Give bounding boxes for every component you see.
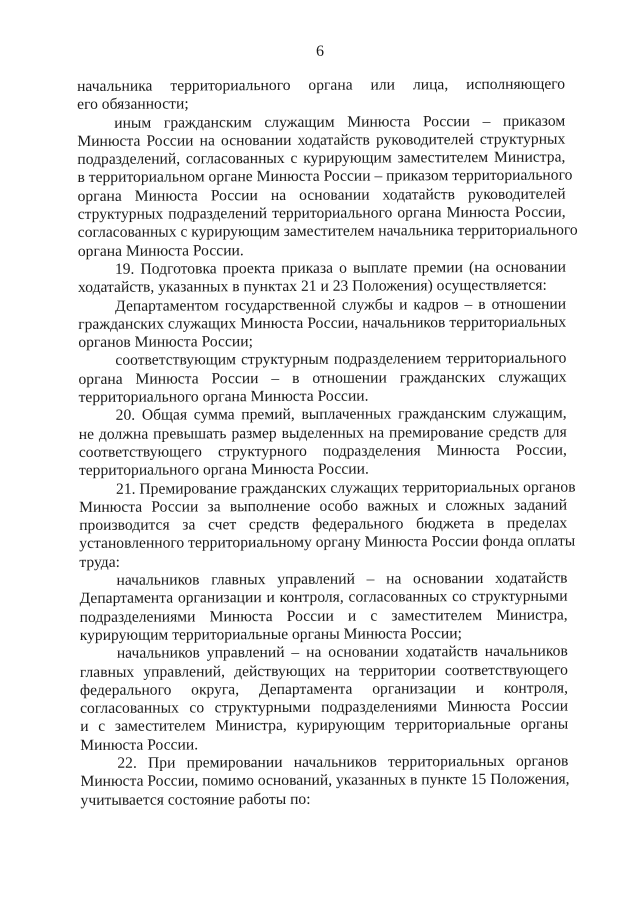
text-line: структурных подразделений территориального органа Минюста России, bbox=[77, 203, 566, 224]
text-line: ходатайств, указанных в пунктах 21 и 23 Положения) осуществляется: bbox=[77, 276, 547, 297]
text-line: Департаментом государственной службы и кадров – в отношении bbox=[115, 295, 567, 315]
text-line: согласованных со структурными подразделениями Минюста России bbox=[80, 697, 569, 718]
document-paragraph bbox=[79, 478, 576, 572]
text-line: территориального органа Минюста России. bbox=[78, 460, 369, 480]
text-line: подразделениями Минюста России и с заместителем Министра, bbox=[79, 606, 568, 626]
text-line: производится за счет средств федерального бюджета в пределах bbox=[79, 514, 568, 535]
text-line: курирующим территориальные органы Минюста России; bbox=[79, 625, 462, 644]
text-line: Минюста России, помимо оснований, указанных в пункте 15 Положения, bbox=[80, 770, 570, 791]
text-line: начальника территориального органа или лица, исполняющего bbox=[77, 75, 566, 95]
document-paragraph bbox=[78, 350, 566, 407]
text-line: органа Минюста России – в отношении гражданских служащих bbox=[78, 368, 567, 388]
text-line: 22. При премировании начальников территориальных органов bbox=[117, 752, 569, 772]
text-line: его обязанности; bbox=[77, 95, 189, 114]
document-paragraph bbox=[78, 295, 566, 352]
text-line: гражданских служащих Минюста России, начальников территориальных bbox=[78, 313, 567, 333]
text-line: в территориальном органе Минюста России – приказом территориального bbox=[77, 167, 573, 187]
text-line: начальников управлений – на основании ходатайств начальников bbox=[116, 642, 568, 663]
text-line: труда: bbox=[79, 553, 121, 571]
text-line: не должна превышать размер выделенных на премирование средств для bbox=[78, 423, 567, 443]
document-paragraph bbox=[80, 753, 568, 810]
document-paragraph bbox=[77, 76, 565, 115]
text-line: органов Минюста России; bbox=[78, 333, 253, 352]
text-line: 21. Премирование гражданских служащих территориальных органов bbox=[115, 478, 576, 498]
text-line: Департамента организации и контроля, согласованных со структурными bbox=[79, 587, 568, 608]
text-line: Минюста России за выполнение особо важных и сложных заданий bbox=[79, 496, 568, 516]
text-line: соответствующего структурного подразделения Минюста России, bbox=[78, 441, 567, 461]
document-paragraph bbox=[79, 570, 567, 646]
text-line: иным гражданским служащим Минюста России – приказом bbox=[114, 112, 566, 132]
document-paragraph bbox=[78, 259, 566, 298]
text-line: соответствующим структурным подразделением территориального bbox=[115, 350, 567, 370]
text-line: 20. Общая сумма премий, выплаченных гражданским служащим, bbox=[115, 404, 567, 425]
text-line: начальников главных управлений – на основании ходатайств bbox=[116, 569, 568, 589]
text-line: органа Минюста России. bbox=[77, 241, 244, 260]
document-paragraph bbox=[80, 643, 569, 755]
text-line: главных управлений, действующих на территории соответствующего bbox=[79, 661, 568, 681]
text-line: Минюста России на основании ходатайств руководителей структурных bbox=[77, 130, 566, 150]
text-line: согласованных с курирующим заместителем начальника территориального bbox=[77, 221, 578, 242]
text-line: 19. Подготовка проекта приказа о выплате премии (на основании bbox=[114, 258, 566, 278]
text-line: федерального округа, Департамента организации и контроля, bbox=[79, 679, 569, 699]
document-paragraph bbox=[77, 112, 578, 261]
text-line: учитывается состояние работы по: bbox=[80, 790, 311, 809]
document-paragraph bbox=[79, 405, 567, 481]
document-body bbox=[77, 75, 578, 810]
text-line: и с заместителем Министра, курирующим территориальные органы bbox=[80, 715, 569, 736]
text-line: Минюста России. bbox=[80, 736, 199, 754]
text-line: территориального органа Минюста России. bbox=[78, 387, 369, 407]
text-line: органа Минюста России на основании ходатайств руководителей bbox=[77, 185, 566, 205]
text-line: установленного территориальному органу Минюста России фонда оплаты bbox=[79, 532, 576, 553]
page-number: 6 bbox=[316, 43, 324, 60]
text-line: подразделений, согласованных с курирующим заместителем Министра, bbox=[77, 148, 566, 169]
